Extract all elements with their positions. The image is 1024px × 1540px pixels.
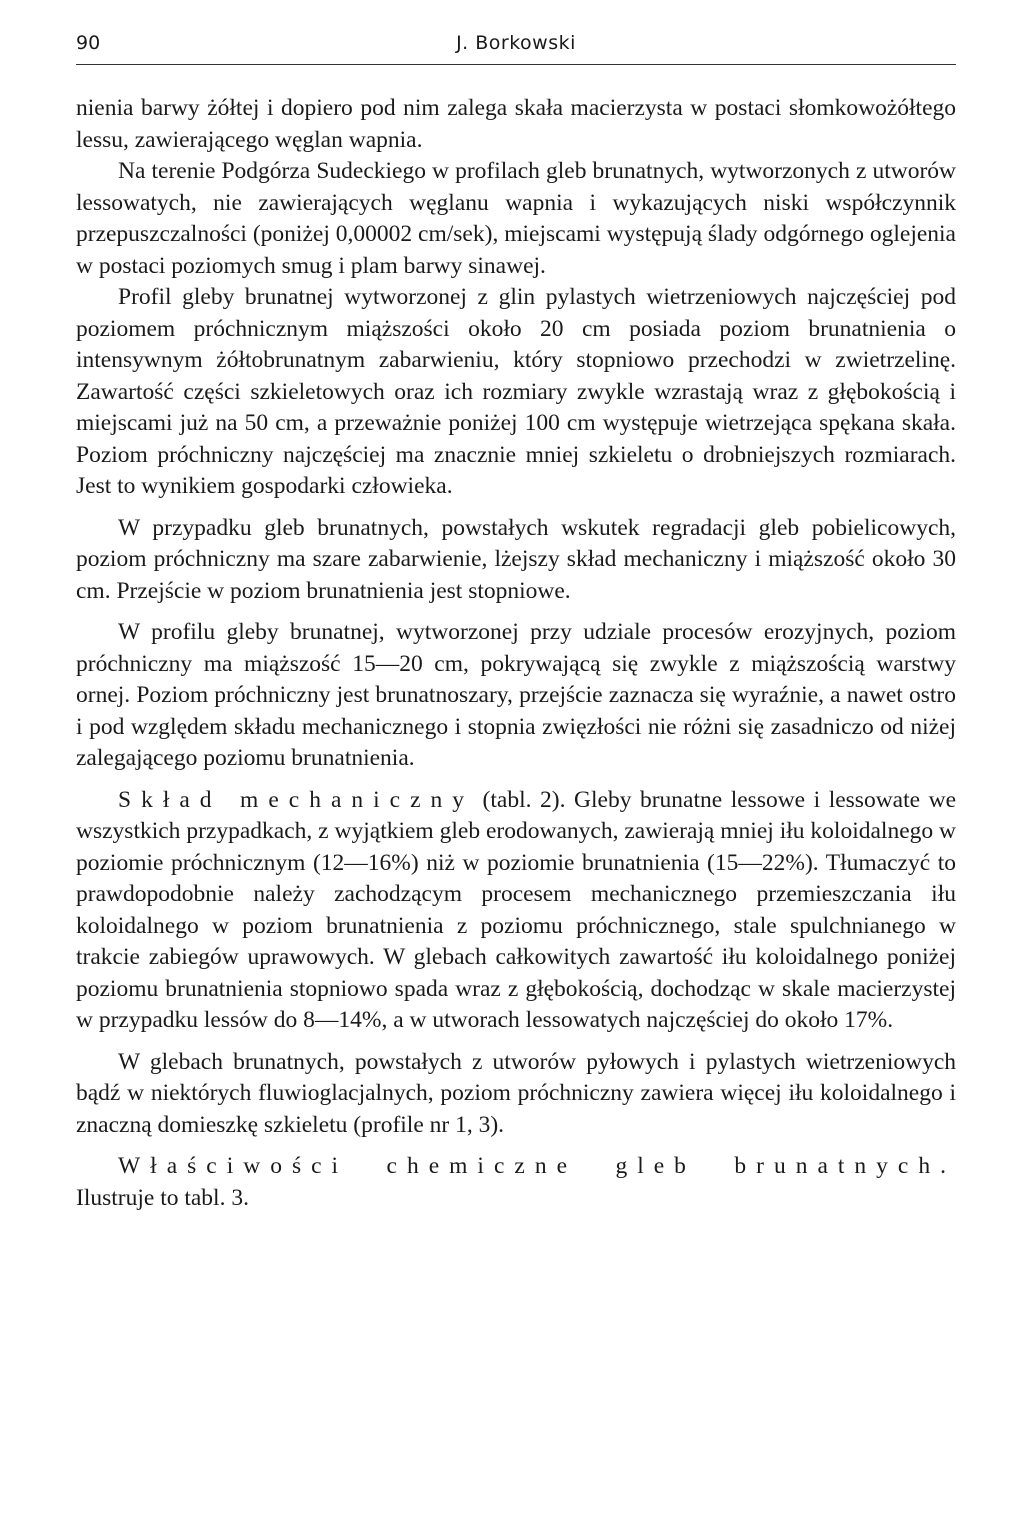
- page-header: [76, 30, 956, 64]
- paragraph-sklad-mechaniczny: [76, 785, 956, 1037]
- paragraph-pylowe: W glebach brunatnych, powstałych z utworów pyłowych i pylastych wietrzeniowych bądź w niektórych fluwioglacjalnych, poziom próchniczny zawiera więcej iłu koloidalnego i znaczną domieszkę szkieletu (profile nr 1, 3).: [76, 1048, 956, 1138]
- paragraph-podgorze: Na terenie Podgórza Sudeckiego w profilach gleb brunatnych, wytworzonych z utworów lessowatych, nie zawierających węglanu wapnia i wykazujących niski współczynnik przepuszczalności (poniżej 0,00002 cm/sek), miejscami występują ślady odgórnego oglejenia w postaci poziomych smug i plam barwy sinawej.: [76, 158, 956, 279]
- paragraph-wlasciwosci-text: Ilustruje to tabl. 3.: [76, 1184, 249, 1211]
- paragraph-wlasciwosci: [76, 1151, 956, 1214]
- paragraph-regradacja: W przypadku gleb brunatnych, powstałych wskutek regradacji gleb pobielicowych, poziom próchniczny ma szare zabarwienie, lżejszy skład mechaniczny i miąższość około 30 cm. Przejście w poziom brunatnienia jest stopniowe.: [76, 514, 956, 604]
- paragraph-gliny-pylaste: Profil gleby brunatnej wytworzonej z glin pylastych wietrzeniowych najczęściej pod poziomem próchnicznym miąższości około 20 cm posiada poziom brunatnienia o intensywnym żółtobrunatnym zabarwieniu, który stopniowo przechodzi w zwietrzelinę. Zawartość części szkieletowych oraz ich rozmiary zwykle wzrastają wraz z głębokością i miejscami już na 50 cm, a przeważnie poniżej 100 cm występuje wietrzejąca spękana skała. Poziom próchniczny najczęściej ma znacznie mniej szkieletu o drobniejszych rozmiarach. Jest to wynikiem gospodarki człowieka.: [76, 284, 956, 499]
- section-heading-wlasciwosci: Właściwości chemiczne gleb brunatnych.: [118, 1153, 956, 1179]
- paragraph-erozja: W profilu gleby brunatnej, wytworzonej przy udziale procesów erozyjnych, poziom próchniczny ma miąższość 15—20 cm, pokrywającą się zwykle z miąższością warstwy ornej. Poziom próchniczny jest brunatnoszary, przejście zaznacza się wyraźnie, a nawet ostro i pod względem składu mechanicznego i stopnia zwięzłości nie różni się zasadniczo od niżej zalegającego poziomu brunatnienia.: [76, 619, 956, 771]
- paragraph-continuation: nienia barwy żółtej i dopiero pod nim zalega skała macierzysta w postaci słomkowożółtego lessu, zawierającego węglan wapnia.: [76, 95, 956, 153]
- section-heading-sklad: Skład mechaniczny: [118, 786, 475, 813]
- body-text: [76, 93, 956, 1214]
- page-number: 90: [76, 32, 101, 54]
- header-rule: [76, 64, 956, 65]
- running-title: J. Borkowski: [456, 32, 576, 54]
- paragraph-sklad-text: (tabl. 2). Gleby brunatne lessowe i lessowate we wszystkich przypadkach, z wyjątkiem gleb erodowanych, zawierają mniej iłu koloidalnego w poziomie próchnicznym (12—16%) niż w poziomie brunatnienia (15—22%). Tłumaczyć to prawdopodobnie należy zachodzącym procesem mechanicznego przemieszczania iłu koloidalnego w poziom brunatnienia z poziomu próchnicznego, stale spulchnianego w trakcie zabiegów uprawowych. W glebach całkowitych zawartość iłu koloidalnego poniżej poziomu brunatnienia stopniowo spada wraz z głębokością, dochodząc w skale macierzystej w przypadku lessów do 8—14%, a w utworach lessowatych najczęściej do około 17%.: [76, 786, 956, 1033]
- document-page: [76, 30, 956, 1214]
